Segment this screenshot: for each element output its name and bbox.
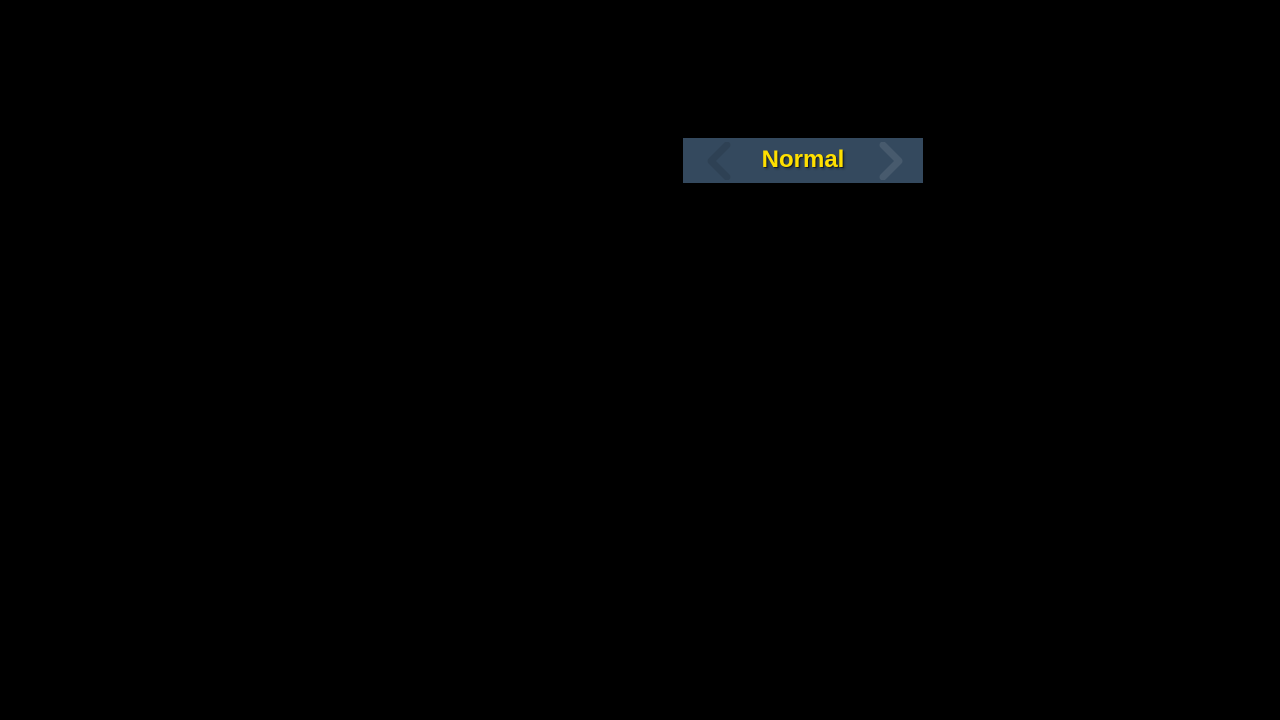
chevron-left-icon[interactable] <box>701 141 735 181</box>
chevron-right-icon[interactable] <box>875 141 909 181</box>
difficulty-label: Normal <box>761 145 845 173</box>
difficulty-selector[interactable] <box>683 138 923 183</box>
